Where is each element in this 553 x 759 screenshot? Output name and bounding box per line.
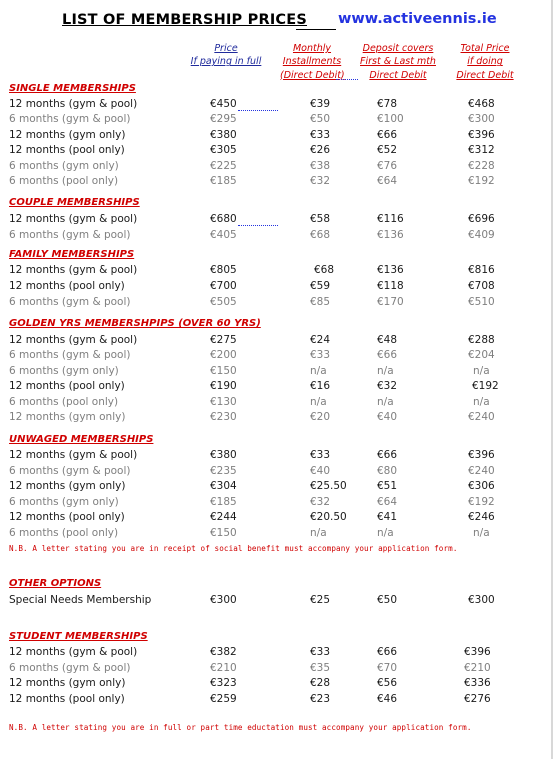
- price-total: €192: [472, 380, 499, 392]
- spellcheck-squiggle: [238, 107, 278, 111]
- price-full: €300: [210, 594, 237, 606]
- row-label: Special Needs Membership: [9, 594, 152, 606]
- table-row: [0, 465, 553, 480]
- price-full: €382: [210, 646, 237, 658]
- price-deposit: €76: [377, 160, 398, 172]
- row-label: 12 months (gym & pool): [9, 334, 138, 346]
- row-label: 12 months (gym & pool): [9, 646, 138, 658]
- price-total: €300: [468, 594, 495, 606]
- row-label: 12 months (pool only): [9, 144, 125, 156]
- price-deposit: €50: [377, 594, 398, 606]
- column-header-line: Price: [214, 43, 238, 54]
- price-deposit: €56: [377, 677, 398, 689]
- row-label: 6 months (gym & pool): [9, 465, 131, 477]
- row-label: 12 months (pool only): [9, 380, 125, 392]
- student-note: N.B. A letter stating you are in full or part time eductation must accompany your application form.: [9, 723, 472, 732]
- row-label: 6 months (gym only): [9, 365, 119, 377]
- table-row: [0, 160, 553, 175]
- price-monthly: €23: [310, 693, 331, 705]
- price-full: €305: [210, 144, 237, 156]
- table-row: [0, 496, 553, 511]
- price-total: €312: [468, 144, 495, 156]
- row-label: 12 months (gym & pool): [9, 449, 138, 461]
- row-label: 6 months (gym only): [9, 496, 119, 508]
- row-label: 6 months (gym & pool): [9, 229, 131, 241]
- section-title-student: STUDENT MEMBERSHIPS: [9, 631, 148, 642]
- price-deposit: €64: [377, 496, 398, 508]
- column-header-price: [185, 42, 267, 69]
- price-monthly: €33: [310, 349, 331, 361]
- price-deposit: €116: [377, 213, 404, 225]
- column-header-line: (Direct Debit): [280, 69, 345, 81]
- price-deposit: n/a: [377, 527, 394, 539]
- price-total: €396: [468, 129, 495, 141]
- price-full: €190: [210, 380, 237, 392]
- price-deposit: €51: [377, 480, 398, 492]
- price-monthly: €59: [310, 280, 331, 292]
- price-total: €228: [468, 160, 495, 172]
- price-deposit: €66: [377, 129, 398, 141]
- table-row: [0, 349, 553, 364]
- price-deposit: €52: [377, 144, 398, 156]
- price-total: n/a: [473, 527, 490, 539]
- table-row: [0, 662, 553, 677]
- price-full: €225: [210, 160, 237, 172]
- price-full: €405: [210, 229, 237, 241]
- price-full: €130: [210, 396, 237, 408]
- price-total: €306: [468, 480, 495, 492]
- price-monthly: €33: [310, 646, 331, 658]
- row-label: 6 months (pool only): [9, 396, 119, 408]
- table-row: [0, 264, 553, 279]
- row-label: 6 months (gym & pool): [9, 662, 131, 674]
- column-header-line: First & Last mth: [360, 56, 436, 68]
- price-deposit: €32: [377, 380, 398, 392]
- price-deposit: €100: [377, 113, 404, 125]
- price-monthly: €50: [310, 113, 331, 125]
- price-deposit: €170: [377, 296, 404, 308]
- price-full: €210: [210, 662, 237, 674]
- price-monthly: €25.50: [310, 480, 347, 492]
- spellcheck-squiggle: [238, 222, 278, 226]
- price-full: €304: [210, 480, 237, 492]
- column-header-total: [450, 42, 520, 82]
- column-header-line: if doing: [467, 56, 503, 68]
- title-underline: [296, 29, 336, 30]
- price-total: €336: [464, 677, 491, 689]
- table-row: [0, 480, 553, 495]
- price-monthly: n/a: [310, 396, 327, 408]
- price-monthly: €68: [310, 229, 331, 241]
- price-deposit: €48: [377, 334, 398, 346]
- price-monthly: €58: [310, 213, 331, 225]
- price-total: n/a: [473, 396, 490, 408]
- price-full: €200: [210, 349, 237, 361]
- price-full: €323: [210, 677, 237, 689]
- price-deposit: €118: [377, 280, 404, 292]
- table-row: [0, 175, 553, 190]
- table-row: [0, 527, 553, 542]
- price-total: €204: [468, 349, 495, 361]
- price-total: €409: [468, 229, 495, 241]
- row-label: 6 months (gym & pool): [9, 113, 131, 125]
- price-full: €805: [210, 264, 237, 276]
- table-row: [0, 229, 553, 244]
- price-total: €276: [464, 693, 491, 705]
- price-full: €275: [210, 334, 237, 346]
- row-label: 6 months (gym & pool): [9, 349, 131, 361]
- price-full: €150: [210, 365, 237, 377]
- row-label: 12 months (gym & pool): [9, 264, 138, 276]
- row-label: 6 months (pool only): [9, 175, 119, 187]
- price-total: €696: [468, 213, 495, 225]
- table-row: [0, 646, 553, 661]
- price-monthly: €35: [310, 662, 331, 674]
- price-total: n/a: [473, 365, 490, 377]
- price-monthly: €28: [310, 677, 331, 689]
- price-monthly: €40: [310, 465, 331, 477]
- page-title: LIST OF MEMBERSHIP PRICES: [62, 12, 308, 28]
- row-label: 12 months (pool only): [9, 693, 125, 705]
- price-total: €240: [468, 465, 495, 477]
- table-row: [0, 449, 553, 464]
- column-header-line: Monthly: [292, 43, 332, 54]
- price-full: €185: [210, 175, 237, 187]
- table-row: [0, 411, 553, 426]
- price-monthly: €32: [310, 175, 331, 187]
- row-label: 12 months (pool only): [9, 280, 125, 292]
- price-total: €246: [468, 511, 495, 523]
- spellcheck-squiggle: [336, 76, 358, 80]
- price-total: €210: [464, 662, 491, 674]
- price-deposit: €64: [377, 175, 398, 187]
- price-deposit: €66: [377, 449, 398, 461]
- section-title-unwaged: UNWAGED MEMBERSHIPS: [9, 434, 154, 445]
- price-total: €396: [464, 646, 491, 658]
- price-full: €244: [210, 511, 237, 523]
- price-monthly: €33: [310, 129, 331, 141]
- table-row: [0, 144, 553, 159]
- price-deposit: €70: [377, 662, 398, 674]
- price-monthly: €20: [310, 411, 331, 423]
- price-monthly: €26: [310, 144, 331, 156]
- table-row: [0, 693, 553, 708]
- table-row: [0, 511, 553, 526]
- table-row: [0, 296, 553, 311]
- table-row: [0, 365, 553, 380]
- unwaged-note: N.B. A letter stating you are in receipt of social benefit must accompany your application form.: [9, 544, 458, 553]
- table-row: [0, 129, 553, 144]
- price-monthly: €68: [314, 264, 335, 276]
- column-header-line: Total Price: [460, 43, 510, 54]
- price-full: €450: [210, 98, 237, 110]
- price-monthly: €38: [310, 160, 331, 172]
- price-monthly: €85: [310, 296, 331, 308]
- price-monthly: n/a: [310, 527, 327, 539]
- table-row: [0, 594, 553, 609]
- price-monthly: €33: [310, 449, 331, 461]
- section-title-golden: GOLDEN YRS MEMBERSHPIPS (OVER 60 YRS): [9, 318, 261, 329]
- price-full: €185: [210, 496, 237, 508]
- price-monthly: €24: [310, 334, 331, 346]
- price-full: €380: [210, 129, 237, 141]
- price-full: €700: [210, 280, 237, 292]
- price-monthly: €20.50: [310, 511, 347, 523]
- price-full: €380: [210, 449, 237, 461]
- table-row: [0, 677, 553, 692]
- row-label: 12 months (gym only): [9, 411, 126, 423]
- row-label: 12 months (gym only): [9, 480, 126, 492]
- table-row: [0, 380, 553, 395]
- table-row: [0, 334, 553, 349]
- column-header-line: Direct Debit: [456, 69, 514, 81]
- price-full: €259: [210, 693, 237, 705]
- column-header-line: Installments: [282, 56, 342, 68]
- row-label: 12 months (gym & pool): [9, 213, 138, 225]
- price-deposit: €80: [377, 465, 398, 477]
- price-full: €295: [210, 113, 237, 125]
- price-full: €150: [210, 527, 237, 539]
- price-deposit: €78: [377, 98, 398, 110]
- price-full: €230: [210, 411, 237, 423]
- column-header-line: If paying in full: [190, 56, 262, 68]
- row-label: 6 months (gym only): [9, 160, 119, 172]
- price-monthly: €32: [310, 496, 331, 508]
- price-monthly: n/a: [310, 365, 327, 377]
- price-total: €396: [468, 449, 495, 461]
- price-total: €300: [468, 113, 495, 125]
- section-title-couple: COUPLE MEMBERSHIPS: [9, 197, 140, 208]
- price-deposit: €46: [377, 693, 398, 705]
- row-label: 6 months (gym & pool): [9, 296, 131, 308]
- price-total: €816: [468, 264, 495, 276]
- price-deposit: €41: [377, 511, 398, 523]
- price-deposit: €136: [377, 264, 404, 276]
- price-full: €680: [210, 213, 237, 225]
- row-label: 12 months (gym only): [9, 677, 126, 689]
- price-deposit: €66: [377, 349, 398, 361]
- website-link[interactable]: www.activeennis.ie: [338, 11, 497, 27]
- table-row: [0, 396, 553, 411]
- column-header-line: Deposit covers: [362, 43, 434, 54]
- table-row: [0, 280, 553, 295]
- price-monthly: €39: [310, 98, 331, 110]
- column-header-deposit: [358, 42, 438, 82]
- price-total: €192: [468, 496, 495, 508]
- price-deposit: €40: [377, 411, 398, 423]
- price-deposit: €66: [377, 646, 398, 658]
- price-total: €468: [468, 98, 495, 110]
- column-header-line: Direct Debit: [369, 69, 427, 81]
- price-total: €192: [468, 175, 495, 187]
- price-total: €288: [468, 334, 495, 346]
- column-header-monthly: [280, 42, 344, 82]
- price-full: €235: [210, 465, 237, 477]
- row-label: 12 months (gym & pool): [9, 98, 138, 110]
- section-title-single: SINGLE MEMBERSHIPS: [9, 83, 136, 94]
- section-title-other: OTHER OPTIONS: [9, 578, 102, 589]
- row-label: 12 months (gym only): [9, 129, 126, 141]
- section-title-family: FAMILY MEMBERSHIPS: [9, 249, 135, 260]
- price-total: €240: [468, 411, 495, 423]
- price-monthly: €25: [310, 594, 331, 606]
- price-deposit: €136: [377, 229, 404, 241]
- price-total: €708: [468, 280, 495, 292]
- price-monthly: €16: [310, 380, 331, 392]
- table-row: [0, 113, 553, 128]
- price-deposit: n/a: [377, 365, 394, 377]
- price-full: €505: [210, 296, 237, 308]
- row-label: 6 months (pool only): [9, 527, 119, 539]
- price-deposit: n/a: [377, 396, 394, 408]
- price-total: €510: [468, 296, 495, 308]
- row-label: 12 months (pool only): [9, 511, 125, 523]
